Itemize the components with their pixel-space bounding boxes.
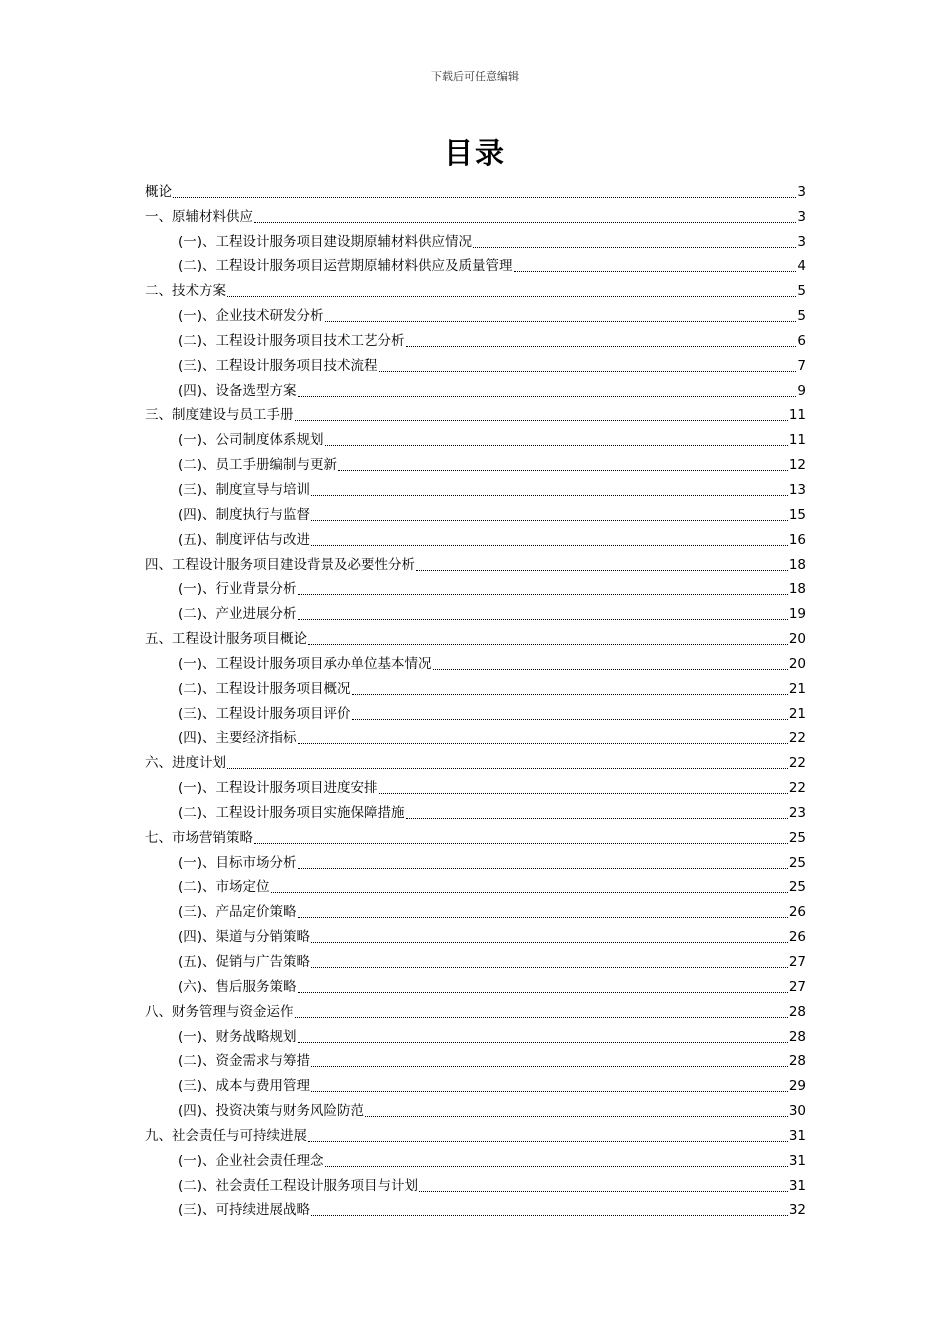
toc-entry[interactable] [145, 598, 806, 623]
toc-leader-dots [298, 905, 788, 918]
toc-entry-page: 31 [788, 1177, 806, 1194]
toc-entry[interactable] [145, 921, 806, 946]
toc-leader-dots [311, 533, 788, 546]
toc-entry-text: (一)、企业技术研发分析 [178, 308, 324, 325]
toc-leader-dots [406, 806, 788, 819]
toc-entry-text: (一)、企业社会责任理念 [178, 1152, 324, 1169]
toc-entry[interactable] [145, 325, 806, 350]
toc-entry-page: 18 [788, 581, 806, 598]
toc-entry[interactable] [145, 1120, 806, 1145]
toc-entry[interactable] [145, 723, 806, 748]
toc-entry-text: (三)、工程设计服务项目技术流程 [178, 357, 378, 374]
toc-leader-dots [325, 1154, 788, 1167]
toc-entry-text: (三)、工程设计服务项目评价 [178, 705, 351, 722]
toc-entry[interactable] [145, 524, 806, 549]
toc-leader-dots [311, 955, 788, 968]
toc-entry-page: 21 [788, 705, 806, 722]
toc-entry[interactable] [145, 375, 806, 400]
toc-leader-dots [338, 458, 788, 471]
toc-entry-page: 9 [797, 382, 806, 399]
toc-entry[interactable] [145, 1145, 806, 1170]
toc-entry-text: (二)、社会责任工程设计服务项目与计划 [178, 1177, 419, 1194]
toc-entry[interactable] [145, 797, 806, 822]
toc-entry[interactable] [145, 300, 806, 325]
toc-entry-text: (四)、制度执行与监督 [178, 506, 311, 523]
toc-entry-text: (二)、市场定位 [178, 879, 270, 896]
toc-leader-dots [298, 731, 788, 744]
toc-entry-text: (二)、工程设计服务项目运营期原辅材料供应及质量管理 [178, 258, 513, 275]
toc-entry[interactable] [145, 971, 806, 996]
toc-entry-page: 5 [797, 283, 806, 300]
toc-leader-dots [325, 433, 788, 446]
toc-entry-page: 18 [788, 556, 806, 573]
toc-entry-text: (三)、产品定价策略 [178, 904, 297, 921]
toc-entry-page: 20 [788, 631, 806, 648]
toc-leader-dots [406, 334, 797, 347]
toc-entry[interactable] [145, 474, 806, 499]
toc-entry[interactable] [145, 275, 806, 300]
toc-entry-text: (二)、员工手册编制与更新 [178, 457, 338, 474]
toc-entry-page: 28 [788, 1003, 806, 1020]
toc-entry-text: 概论 [145, 183, 172, 200]
toc-entry-text: (一)、工程设计服务项目承办单位基本情况 [178, 655, 432, 672]
toc-leader-dots [295, 1005, 788, 1018]
toc-entry-text: (一)、公司制度体系规划 [178, 432, 324, 449]
toc-entry-text: (五)、制度评估与改进 [178, 531, 311, 548]
toc-entry[interactable] [145, 350, 806, 375]
toc-entry-page: 15 [788, 506, 806, 523]
toc-leader-dots [295, 408, 788, 421]
toc-leader-dots [311, 1203, 788, 1216]
toc-entry-text: (二)、工程设计服务项目技术工艺分析 [178, 332, 405, 349]
toc-leader-dots [311, 508, 788, 521]
toc-entry[interactable] [145, 449, 806, 474]
toc-entry-text: (一)、目标市场分析 [178, 854, 297, 871]
toc-entry-page: 16 [788, 531, 806, 548]
toc-entry-text: (二)、产业进展分析 [178, 606, 297, 623]
toc-entry-page: 4 [797, 258, 806, 275]
toc-entry-page: 27 [788, 954, 806, 970]
toc-entry[interactable] [145, 772, 806, 797]
toc-entry-page: 11 [788, 432, 806, 449]
toc-leader-dots [365, 1104, 788, 1117]
toc-entry[interactable] [145, 251, 806, 276]
toc-entry-text: (四)、主要经济指标 [178, 730, 297, 747]
toc-entry-page: 31 [788, 1127, 806, 1144]
toc-entry-page: 23 [788, 804, 806, 821]
toc-entry-text: (三)、制度宣导与培训 [178, 481, 311, 498]
toc-leader-dots [227, 284, 796, 297]
toc-entry-page: 28 [788, 1028, 806, 1045]
toc-leader-dots [254, 831, 788, 844]
toc-entry-text: (一)、财务战略规划 [178, 1028, 297, 1045]
toc-entry[interactable] [145, 673, 806, 698]
toc-entry-text: (三)、成本与费用管理 [178, 1078, 311, 1095]
toc-entry-page: 26 [788, 929, 806, 946]
toc-entry-text: (六)、售后服务策略 [178, 978, 297, 995]
toc-leader-dots [311, 1054, 788, 1067]
toc-entry[interactable] [145, 1170, 806, 1195]
toc-entry[interactable] [145, 1021, 806, 1046]
toc-entry[interactable] [145, 1095, 806, 1120]
toc-leader-dots [416, 558, 788, 571]
toc-leader-dots [298, 980, 788, 993]
toc-entry[interactable] [145, 424, 806, 449]
toc-entry-page: 22 [788, 755, 806, 772]
toc-entry-page: 25 [788, 879, 806, 896]
toc-leader-dots [352, 682, 788, 695]
toc-entry[interactable] [145, 623, 806, 648]
toc-leader-dots [311, 483, 788, 496]
toc-leader-dots [227, 756, 788, 769]
toc-entry-page: 3 [797, 183, 806, 200]
toc-entry[interactable] [145, 1046, 806, 1071]
toc-entry-text: 三、制度建设与员工手册 [145, 407, 294, 424]
toc-leader-dots [473, 235, 796, 248]
toc-leader-dots [325, 309, 797, 322]
toc-entry-text: 四、工程设计服务项目建设背景及必要性分析 [145, 556, 415, 573]
toc-entry[interactable] [145, 822, 806, 847]
toc-entry-text: 七、市场营销策略 [145, 829, 253, 846]
toc-entry[interactable] [145, 574, 806, 599]
toc-entry-page: 3 [797, 208, 806, 225]
toc-entry-text: 九、社会责任与可持续进展 [145, 1127, 307, 1144]
toc-entry-page: 20 [788, 655, 806, 672]
toc-leader-dots [298, 384, 797, 397]
toc-entry[interactable] [145, 996, 806, 1021]
toc-leader-dots [514, 259, 797, 272]
toc-entry-page: 3 [797, 233, 806, 250]
toc-leader-dots [254, 210, 796, 223]
toc-entry-page: 32 [788, 1202, 806, 1219]
toc-entry[interactable] [145, 226, 806, 251]
toc-entry-text: (一)、工程设计服务项目建设期原辅材料供应情况 [178, 233, 473, 250]
toc-entry-text: (四)、设备选型方案 [178, 382, 297, 399]
toc-entry-page: 25 [788, 829, 806, 846]
toc-entry[interactable] [145, 400, 806, 425]
toc-entry-page: 27 [788, 978, 806, 995]
toc-entry-text: 五、工程设计服务项目概论 [145, 631, 307, 648]
toc-entry-page: 6 [797, 332, 806, 349]
toc-entry-text: (四)、渠道与分销策略 [178, 929, 311, 946]
toc-entry-text: (二)、工程设计服务项目概况 [178, 680, 351, 697]
toc-entry-page: 12 [788, 457, 806, 474]
toc-entry-text: 六、进度计划 [145, 755, 226, 772]
toc-title: 目录 [443, 136, 506, 170]
toc-entry-text: 一、原辅材料供应 [145, 208, 253, 225]
toc-leader-dots [379, 781, 788, 794]
toc-entry-page: 11 [788, 407, 806, 424]
toc-entry-page: 13 [788, 481, 806, 498]
toc-leader-dots [271, 880, 788, 893]
toc-entry[interactable] [145, 847, 806, 872]
toc-entry[interactable] [145, 896, 806, 921]
toc-entry-text: (二)、资金需求与筹措 [178, 1053, 311, 1070]
toc-leader-dots [308, 1129, 788, 1142]
toc-entry-text: (二)、工程设计服务项目实施保障措施 [178, 804, 405, 821]
page-header-note: 下载后可任意编辑 [431, 70, 519, 83]
toc-entry-text: (三)、可持续进展战略 [178, 1202, 311, 1219]
toc-entry-text: 二、技术方案 [145, 283, 226, 300]
toc-entry[interactable] [145, 499, 806, 524]
toc-entry[interactable] [145, 176, 806, 201]
toc-entry[interactable] [145, 549, 806, 574]
toc-leader-dots [298, 856, 788, 869]
toc-entry-page: 28 [788, 1053, 806, 1070]
toc-entry-page: 25 [788, 854, 806, 871]
toc-entry-text: (四)、投资决策与财务风险防范 [178, 1103, 365, 1120]
toc-entry-page: 29 [788, 1078, 806, 1095]
toc-entry-page: 22 [788, 730, 806, 747]
toc-entry-page: 19 [788, 606, 806, 623]
toc-leader-dots [298, 582, 788, 595]
toc-entry[interactable] [145, 698, 806, 723]
toc-entry-page: 5 [797, 308, 806, 325]
toc-entry[interactable] [145, 1195, 806, 1220]
toc-entry-page: 7 [797, 357, 806, 374]
toc-entry[interactable] [145, 872, 806, 897]
toc-entry-text: (五)、促销与广告策略 [178, 954, 311, 970]
toc-leader-dots [352, 707, 788, 720]
toc-leader-dots [433, 657, 788, 670]
toc-leader-dots [173, 185, 796, 198]
toc-entry-page: 31 [788, 1152, 806, 1169]
toc-entry[interactable] [145, 648, 806, 673]
toc-leader-dots [298, 607, 788, 620]
toc-entry-text: 八、财务管理与资金运作 [145, 1003, 294, 1020]
toc-entry-page: 21 [788, 680, 806, 697]
toc-leader-dots [311, 1079, 788, 1092]
toc-entry-text: (一)、工程设计服务项目进度安排 [178, 780, 378, 797]
toc-entry[interactable] [145, 946, 806, 971]
toc-leader-dots [379, 359, 797, 372]
toc-entry-page: 22 [788, 780, 806, 797]
toc-entry[interactable] [145, 201, 806, 226]
toc-entry-page: 30 [788, 1103, 806, 1120]
toc-list [145, 176, 806, 1219]
toc-leader-dots [419, 1179, 788, 1192]
toc-leader-dots [308, 632, 788, 645]
toc-entry[interactable] [145, 1070, 806, 1095]
toc-entry-text: (一)、行业背景分析 [178, 581, 297, 598]
toc-entry-page: 26 [788, 904, 806, 921]
toc-leader-dots [298, 1030, 788, 1043]
toc-leader-dots [311, 930, 788, 943]
toc-entry[interactable] [145, 747, 806, 772]
